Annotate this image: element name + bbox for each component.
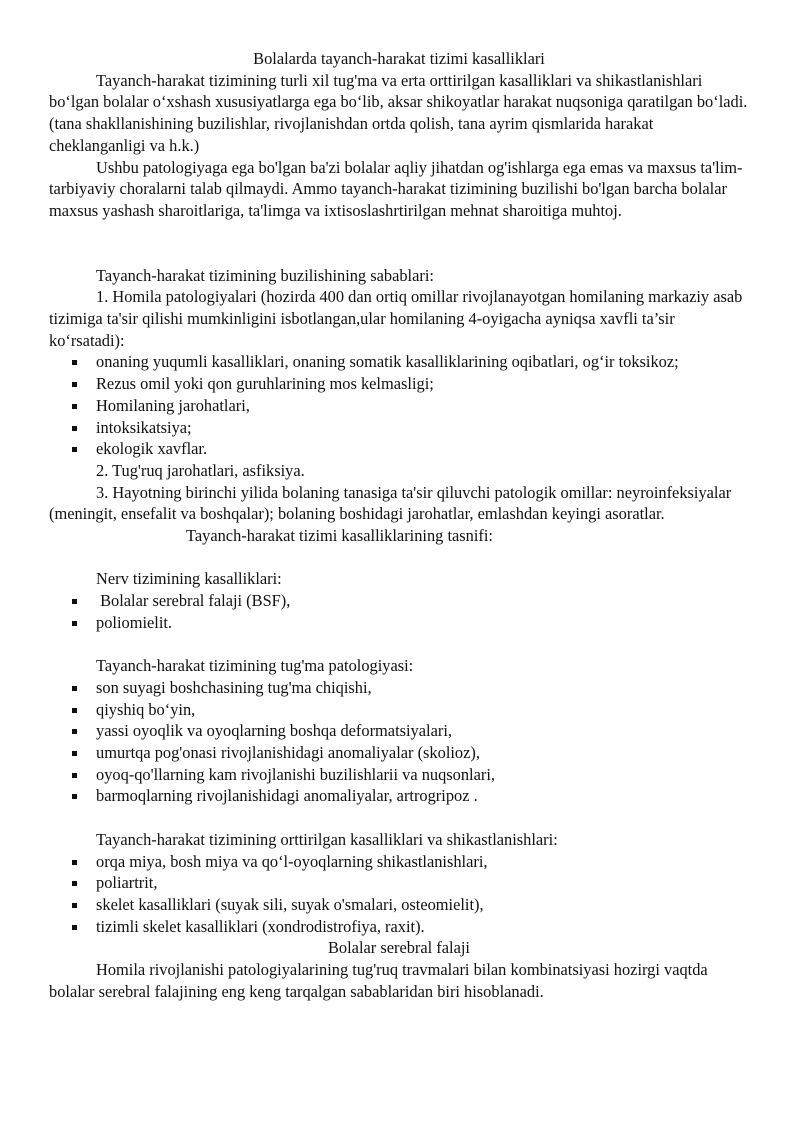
causes-heading: Tayanch-harakat tizimining buzilishining sabablari:	[96, 265, 434, 285]
bullet-icon	[72, 686, 77, 691]
list-item	[49, 351, 749, 373]
intro-paragraph-1: Tayanch-harakat tizimining turli xil tug'ma va erta orttirilgan kasalliklari va shikastlanishlari bo‘lgan bolalar o‘xshash xususiyatlarga ega bo‘lib, aksar shikoyatlar harakat nuqsoniga qaratilgan bo‘ladi. (tana shakllanishining buzilishlar, rivojlanishdan ortda qolish, tana ayrim qismlarida harakat cheklanganligi va h.k.)	[49, 70, 748, 155]
causes-item-1: 1. Homila patologiyalari (hozirda 400 dan ortiq omillar rivojlanayotgan homilaning markaziy asab tizimiga ta'sir qilishi mumkinligini isbotlangan,ular homilaning 4-oyigacha ayniqsa xavfli ta’sir ko‘rsatadi):	[49, 287, 743, 350]
bullet-icon	[72, 925, 77, 930]
bullet-icon	[72, 360, 77, 365]
bullet-icon	[72, 773, 77, 778]
list-item-text: umurtqa pog'onasi rivojlanishidagi anomaliyalar (skolioz),	[96, 743, 480, 763]
congenital-pathology-list	[49, 677, 749, 807]
bullet-icon	[72, 404, 77, 409]
list-item	[49, 742, 749, 764]
list-item-text: Homilaning jarohatlari,	[96, 395, 250, 415]
group-title-nervous: Nerv tizimining kasalliklari:	[96, 569, 282, 589]
list-item	[49, 916, 749, 938]
bullet-icon	[72, 599, 77, 604]
document-page	[49, 48, 749, 1002]
bullet-icon	[72, 621, 77, 626]
bullet-icon	[72, 708, 77, 713]
bullet-icon	[72, 729, 77, 734]
list-item	[49, 764, 749, 786]
spacer	[49, 634, 749, 656]
list-item	[49, 785, 749, 807]
document-title: Bolalarda tayanch-harakat tizimi kasalliklari	[253, 49, 545, 68]
bullet-icon	[72, 860, 77, 865]
bullet-icon	[72, 382, 77, 387]
bullet-icon	[72, 751, 77, 756]
list-item	[49, 373, 749, 395]
list-item	[49, 699, 749, 721]
causes-bullet-list	[49, 351, 749, 460]
nervous-diseases-list	[49, 590, 749, 633]
causes-item-2: 2. Tug'ruq jarohatlari, asfiksiya.	[96, 460, 305, 480]
group-title-congenital: Tayanch-harakat tizimining tug'ma patologiyasi:	[96, 656, 414, 676]
intro-paragraph-2: Ushbu patologiyaga ega bo'lgan ba'zi bolalar aqliy jihatdan og'ishlarga ega emas va maxsus ta'lim-tarbiyaviy choralarni talab qilmaydi. Ammo tayanch-harakat tizimining buzilishi bo'lgan barcha bolalar maxsus yashash sharoitlariga, ta'limga va ixtisoslashrtirilgan mehnat sharoitiga muhtoj.	[49, 157, 743, 220]
bsf-heading: Bolalar serebral falaji	[328, 938, 470, 958]
list-item-text: oyoq-qo'llarning kam rivojlanishi buzilishlarii va nuqsonlari,	[96, 764, 495, 784]
bullet-icon	[72, 794, 77, 799]
list-item	[49, 720, 749, 742]
list-item	[49, 395, 749, 417]
spacer	[49, 547, 749, 569]
list-item-text: Bolalar serebral falaji (BSF),	[96, 591, 291, 611]
list-item-text: poliomielit.	[96, 612, 173, 632]
list-item-text: tizimli skelet kasalliklari (xondrodistrofiya, raxit).	[96, 916, 425, 936]
bsf-paragraph: Homila rivojlanishi patologiyalarining tug'ruq travmalari bilan kombinatsiyasi hozirgi vaqtda bolalar serebral falajining eng keng tarqalgan sabablaridan biri hisoblanadi.	[49, 960, 708, 1001]
list-item-text: skelet kasalliklari (suyak sili, suyak o'smalari, osteomielit),	[96, 894, 484, 914]
list-item-text: barmoqlarning rivojlanishidagi anomaliyalar, artrogripoz .	[96, 786, 478, 806]
list-item	[49, 590, 749, 612]
list-item	[49, 677, 749, 699]
causes-item-3: 3. Hayotning birinchi yilida bolaning tanasiga ta'sir qiluvchi patologik omillar: neyroinfeksiyalar (meningit, ensefalit va boshqalar); bolaning boshidagi jarohatlar, emlashdan keyingi asoratlar.	[49, 482, 732, 524]
list-item-text: intoksikatsiya;	[96, 417, 192, 437]
list-item-text: Rezus omil yoki qon guruhlarining mos kelmasligi;	[96, 374, 434, 394]
list-item	[49, 894, 749, 916]
list-item	[49, 851, 749, 873]
list-item-text: orqa miya, bosh miya va qo‘l-oyoqlarning shikastlanishlari,	[96, 851, 488, 871]
list-item	[49, 612, 749, 634]
list-item-text: onaning yuqumli kasalliklari, onaning somatik kasalliklarining oqibatlari, og‘ir toksikoz;	[96, 352, 679, 372]
spacer	[49, 222, 749, 265]
list-item-text: poliartrit,	[96, 873, 158, 893]
bullet-icon	[72, 447, 77, 452]
list-item	[49, 417, 749, 439]
bullet-icon	[72, 881, 77, 886]
spacer	[49, 807, 749, 829]
list-item-text: qiyshiq bo‘yin,	[96, 699, 196, 719]
list-item	[49, 872, 749, 894]
bullet-icon	[72, 426, 77, 431]
list-item-text: son suyagi boshchasining tug'ma chiqishi,	[96, 677, 372, 697]
bullet-icon	[72, 903, 77, 908]
list-item-text: ekologik xavflar.	[96, 439, 208, 459]
classification-heading: Tayanch-harakat tizimi kasalliklarining tasnifi:	[186, 526, 493, 546]
group-title-acquired: Tayanch-harakat tizimining orttirilgan kasalliklari va shikastlanishlari:	[96, 829, 558, 849]
acquired-diseases-list	[49, 851, 749, 938]
list-item-text: yassi oyoqlik va oyoqlarning boshqa deformatsiyalari,	[96, 721, 452, 741]
list-item	[49, 438, 749, 460]
